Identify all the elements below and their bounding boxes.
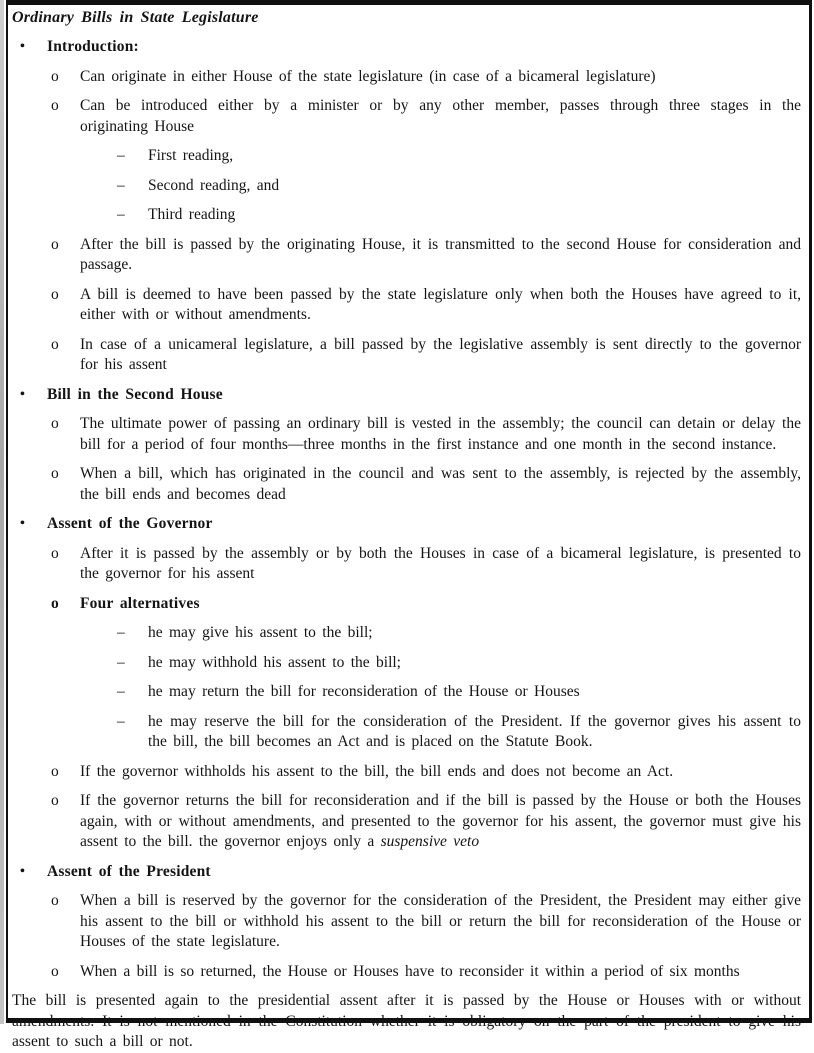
- list-item: [11, 544, 801, 585]
- circle-bullet-icon: o: [51, 464, 59, 485]
- list-item: [11, 791, 801, 853]
- closing-paragraph: The bill is presented again to the presidential assent after it is passed by the House or Houses with or without amendments. It is not mentioned in the Constitution whether it is obligatory on the part of the president to give his assent to such a bill or not.: [11, 991, 801, 1053]
- bullet-icon: •: [20, 37, 25, 58]
- item-text: Third reading: [148, 206, 235, 223]
- scan-page-edge: [0, 0, 4, 1024]
- circle-bullet-icon: o: [51, 235, 59, 256]
- item-text: Assent of the President: [47, 863, 211, 880]
- dash-bullet-icon: –: [117, 712, 125, 733]
- dash-bullet-icon: –: [117, 653, 125, 674]
- item-text: Can originate in either House of the state legislature (in case of a bicameral legislature): [80, 68, 656, 85]
- list-item: [11, 235, 801, 276]
- item-text: When a bill, which has originated in the council and was sent to the assembly, is rejected by the assembly, the bill ends and becomes dead: [80, 465, 801, 503]
- item-text: When a bill is reserved by the governor for the consideration of the President, the President may either give his assent to the bill or withhold his assent to the bill or return the bill for reconsideration of the House or Houses of the state legislature.: [80, 892, 801, 950]
- item-text: In case of a unicameral legislature, a bill passed by the legislative assembly is sent directly to the governor for his assent: [80, 336, 801, 374]
- dash-bullet-icon: –: [117, 176, 125, 197]
- page-title: Ordinary Bills in State Legislature: [12, 8, 801, 28]
- list-item: [11, 762, 801, 783]
- item-text: Four alternatives: [80, 595, 200, 612]
- section-heading: [11, 862, 801, 883]
- item-text: Can be introduced either by a minister or by any other member, passes through three stages in the originating House: [80, 97, 801, 135]
- list-item: [11, 285, 801, 326]
- section-heading: [11, 385, 801, 406]
- item-text: If the governor withholds his assent to the bill, the bill ends and does not become an Act.: [80, 763, 673, 780]
- list-item: [11, 176, 801, 197]
- list-item: [11, 464, 801, 505]
- bullet-icon: •: [20, 862, 25, 883]
- list-item: [11, 414, 801, 455]
- dash-bullet-icon: –: [117, 205, 125, 226]
- section-heading: [11, 37, 801, 58]
- item-text: Introduction:: [47, 38, 139, 55]
- circle-bullet-icon: o: [51, 791, 59, 812]
- circle-bullet-icon: o: [51, 335, 59, 356]
- item-text: Second reading, and: [148, 177, 279, 194]
- list-item: [11, 623, 801, 644]
- circle-bullet-icon: o: [51, 891, 59, 912]
- circle-bullet-icon: o: [51, 962, 59, 983]
- dash-bullet-icon: –: [117, 623, 125, 644]
- bullet-icon: •: [20, 514, 25, 535]
- italic-phrase: suspensive veto: [381, 833, 479, 850]
- item-text: After it is passed by the assembly or by both the Houses in case of a bicameral legislature, is presented to the governor for his assent: [80, 545, 801, 583]
- item-text: After the bill is passed by the originating House, it is transmitted to the second House for consideration and passage.: [80, 236, 801, 274]
- list-item: [11, 594, 801, 615]
- list-item: [11, 146, 801, 167]
- list-item: [11, 67, 801, 88]
- list-item: [11, 712, 801, 753]
- circle-bullet-icon: o: [51, 762, 59, 783]
- circle-bullet-icon: o: [51, 594, 59, 615]
- list-item: [11, 335, 801, 376]
- list-item: [11, 962, 801, 983]
- dash-bullet-icon: –: [117, 682, 125, 703]
- dash-bullet-icon: –: [117, 146, 125, 167]
- document-page: [6, 0, 812, 1023]
- circle-bullet-icon: o: [51, 414, 59, 435]
- list-item: [11, 891, 801, 953]
- item-text: When a bill is so returned, the House or Houses have to reconsider it within a period of six months: [80, 963, 740, 980]
- section-heading: [11, 514, 801, 535]
- circle-bullet-icon: o: [51, 67, 59, 88]
- item-text: First reading,: [148, 147, 233, 164]
- circle-bullet-icon: o: [51, 544, 59, 565]
- circle-bullet-icon: o: [51, 285, 59, 306]
- list-item: [11, 653, 801, 674]
- list-item: [11, 96, 801, 137]
- bullet-icon: •: [20, 385, 25, 406]
- item-text: he may withhold his assent to the bill;: [148, 654, 401, 671]
- item-text: Bill in the Second House: [47, 386, 223, 403]
- item-text: he may give his assent to the bill;: [148, 624, 373, 641]
- list-item: [11, 682, 801, 703]
- item-text: If the governor returns the bill for reconsideration and if the bill is passed by the House or both the Houses again, with or without amendments, and presented to the governor for his assent, the governor must give his assent to the bill. the governor enjoys only a suspensive veto: [80, 792, 801, 850]
- list-item: [11, 205, 801, 226]
- circle-bullet-icon: o: [51, 96, 59, 117]
- item-text: Assent of the Governor: [47, 515, 213, 532]
- item-text: A bill is deemed to have been passed by the state legislature only when both the Houses have agreed to it, either with or without amendments.: [80, 286, 801, 324]
- item-text: he may return the bill for reconsideration of the House or Houses: [148, 683, 580, 700]
- item-text: The ultimate power of passing an ordinary bill is vested in the assembly; the council can detain or delay the bill for a period of four months—three months in the first instance and one month in the second instance.: [80, 415, 801, 453]
- bullet-list: [11, 37, 801, 982]
- item-text: he may reserve the bill for the consideration of the President. If the governor gives his assent to the bill, the bill becomes an Act and is placed on the Statute Book.: [148, 713, 801, 751]
